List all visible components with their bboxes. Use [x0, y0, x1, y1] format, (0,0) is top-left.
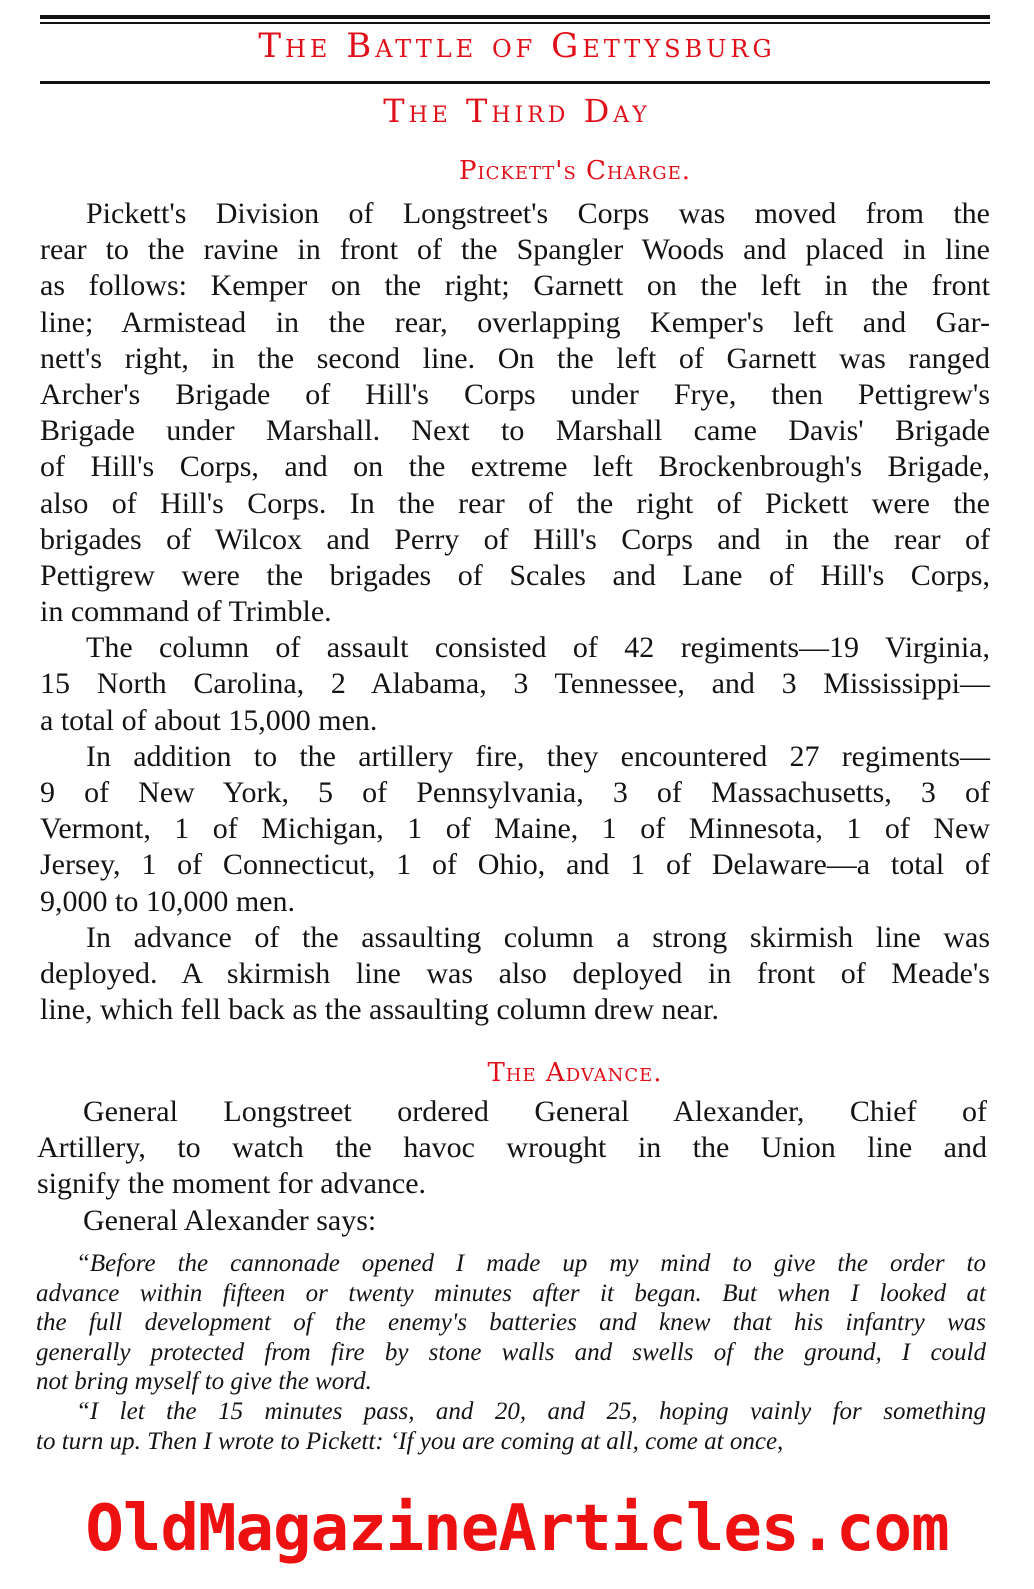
text-line: 9,000 to 10,000 men.: [40, 884, 295, 918]
paragraph: [40, 630, 990, 739]
paragraph: [37, 1094, 987, 1203]
text-line: the full development of the enemy's batteries and knew that his infantry was: [36, 1309, 986, 1337]
top-rule-thick: [40, 15, 990, 19]
block-quote: [36, 1249, 986, 1456]
text-line: line, which fell back as the assaulting column drew near.: [40, 993, 719, 1027]
text-line: brigades of Wilcox and Perry of Hill's Corps and in the rear of: [40, 522, 990, 556]
text-line: Vermont, 1 of Michigan, 1 of Maine, 1 of Minnesota, 1 of New: [40, 812, 990, 846]
text-line: a total of about 15,000 men.: [40, 703, 378, 737]
paragraph: [40, 196, 990, 630]
text-line: Jersey, 1 of Connecticut, 1 of Ohio, and 1 of Delaware—a total of: [40, 848, 990, 882]
page-subtitle: The Third Day: [383, 92, 651, 130]
title-rule: [40, 81, 990, 84]
section-the-advance: [37, 1094, 987, 1239]
text-line: Pettigrew were the brigades of Scales and Lane of Hill's Corps,: [40, 558, 990, 592]
text-line: 9 of New York, 5 of Pennsylvania, 3 of Massachusetts, 3 of: [40, 776, 990, 809]
text-line: 15 North Carolina, 2 Alabama, 3 Tennessee, and 3 Mississippi—: [40, 667, 990, 701]
section-picketts-charge: [40, 196, 990, 1028]
section-heading-the-advance: The Advance.: [487, 1058, 663, 1088]
text-line: in command of Trimble.: [40, 595, 332, 629]
text-line: General Longstreet ordered General Alexander, Chief of: [83, 1095, 987, 1128]
text-line: “Before the cannonade opened I made up my mind to give the order to: [76, 1250, 986, 1277]
text-line: Archer's Brigade of Hill's Corps under Frye, then Pettigrew's: [40, 377, 990, 411]
text-line: In addition to the artillery fire, they encountered 27 regiments—: [86, 739, 990, 773]
text-line: advance within fifteen or twenty minutes after it began. But when I looked at: [36, 1279, 986, 1307]
text-line: deployed. A skirmish line was also deployed in front of Meade's: [40, 956, 990, 990]
text-line: not bring myself to give the word.: [36, 1368, 372, 1396]
text-line: as follows: Kemper on the right; Garnett on the left in the front: [40, 269, 990, 303]
page-title: The Battle of Gettysburg: [258, 26, 776, 66]
text-line: In advance of the assaulting column a strong skirmish line was: [86, 920, 990, 954]
text-line: generally protected from fire by stone walls and swells of the ground, I could: [36, 1338, 986, 1366]
text-line: to turn up. Then I wrote to Pickett: ‘If you are coming at all, come at once,: [36, 1427, 784, 1455]
text-line: “I let the 15 minutes pass, and 20, and 25, hoping vainly for something: [76, 1397, 986, 1425]
text-line: Pickett's Division of Longstreet's Corps was moved from the: [86, 197, 990, 230]
section-heading-picketts-charge: Pickett's Charge.: [459, 156, 691, 186]
watermark-logo: OldMagazineArticles.com: [85, 1492, 949, 1566]
text-line: Brigade under Marshall. Next to Marshall came Davis' Brigade: [40, 414, 990, 448]
paragraph: [36, 1249, 986, 1397]
text-line: nett's right, in the second line. On the left of Garnett was ranged: [40, 341, 990, 375]
text-line: line; Armistead in the rear, overlapping Kemper's left and Gar-: [40, 305, 990, 339]
text-line: of Hill's Corps, and on the extreme left Brockenbrough's Brigade,: [40, 450, 990, 484]
paragraph: [37, 1203, 987, 1239]
text-line: Artillery, to watch the havoc wrought in the Union line and: [37, 1131, 987, 1165]
paragraph: [40, 739, 990, 920]
top-rule-thin: [40, 22, 990, 24]
text-line: General Alexander says:: [83, 1203, 377, 1237]
text-line: The column of assault consisted of 42 regiments—19 Virginia,: [86, 631, 990, 665]
paragraph: [40, 920, 990, 1029]
paragraph: [36, 1397, 986, 1456]
text-line: signify the moment for advance.: [37, 1167, 427, 1201]
text-line: also of Hill's Corps. In the rear of the right of Pickett were the: [40, 486, 990, 520]
text-line: rear to the ravine in front of the Spangler Woods and placed in line: [40, 233, 990, 267]
